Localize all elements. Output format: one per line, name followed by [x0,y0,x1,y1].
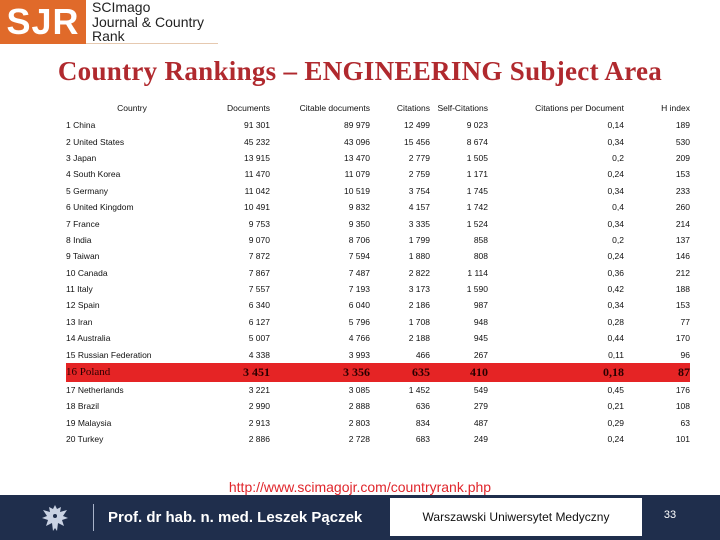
cell-citable-documents: 4 766 [348,333,370,344]
header-citations: Citations [396,103,430,113]
cell-documents: 2 990 [248,401,270,412]
cell-country: 10 Canada [66,267,108,278]
cell-documents: 3 221 [248,385,270,396]
source-url: http://www.scimagojr.com/countryrank.php [228,479,492,495]
cell-citations: 2 188 [408,333,430,344]
cell-citations-per-document: 0,44 [607,333,624,344]
cell-citable-documents: 2 888 [348,401,370,412]
cell-country: 1 China [66,120,96,131]
cell-citations: 2 822 [408,267,430,278]
cell-citable-documents: 5 796 [348,316,370,327]
cell-country: 8 India [66,234,92,245]
cell-citations: 3 754 [408,185,430,196]
cell-self-citations: 1 745 [466,185,488,196]
table-row [66,398,690,414]
cell-country: 6 United Kingdom [66,202,134,213]
cell-h-index: 214 [675,218,690,229]
cell-citable-documents: 13 470 [344,152,370,163]
cell-h-index: 153 [675,169,690,180]
cell-citable-documents: 3 356 [270,363,370,382]
table-row [66,150,690,166]
cell-citations-per-document: 0,2 [612,234,624,245]
table-row [66,232,690,248]
table-row [66,281,690,297]
cell-h-index: 189 [675,120,690,131]
cell-self-citations: 410 [430,363,488,382]
cell-documents: 9 070 [248,234,270,245]
cell-citable-documents: 89 979 [344,120,370,131]
table-row [66,297,690,313]
table-row [66,117,690,133]
cell-citable-documents: 2 728 [348,434,370,445]
cell-citable-documents: 8 706 [348,234,370,245]
cell-citable-documents: 7 594 [348,251,370,262]
cell-citations: 635 [370,363,430,382]
cell-citations-per-document: 0,24 [607,169,624,180]
cell-citable-documents: 11 079 [344,169,370,180]
cell-documents: 7 867 [248,267,270,278]
cell-documents: 9 753 [248,218,270,229]
cell-self-citations: 1 171 [466,169,488,180]
cell-country: 16 Poland [66,363,198,382]
cell-documents: 7 557 [248,284,270,295]
logo-line-3: Rank [92,28,125,44]
table-row [66,346,690,362]
cell-country: 20 Turkey [66,434,104,445]
footer-separator [93,504,94,531]
cell-citations-per-document: 0,14 [607,120,624,131]
cell-documents: 4 338 [248,349,270,360]
cell-h-index: 212 [675,267,690,278]
cell-documents: 2 913 [248,417,270,428]
cell-country: 11 Italy [66,284,93,295]
header-country: Country [117,103,147,113]
table-row [66,199,690,215]
cell-citations: 2 779 [408,152,430,163]
cell-h-index: 188 [675,284,690,295]
table-row [66,314,690,330]
cell-self-citations: 1 505 [466,152,488,163]
cell-h-index: 153 [675,300,690,311]
cell-citations: 1 880 [408,251,430,262]
cell-h-index: 233 [675,185,690,196]
cell-h-index: 176 [675,385,690,396]
cell-documents: 91 301 [244,120,270,131]
header-citations-per-document: Citations per Document [535,103,624,113]
cell-citations-per-document: 0,29 [607,417,624,428]
cell-citations-per-document: 0,4 [612,202,624,213]
cell-h-index: 96 [680,349,690,360]
cell-citable-documents: 6 040 [348,300,370,311]
cell-h-index: 101 [675,434,690,445]
table-row [66,215,690,231]
cell-citable-documents: 43 096 [344,136,370,147]
sjr-logo [0,0,218,44]
table-row [66,265,690,281]
cell-citable-documents: 7 193 [348,284,370,295]
cell-citations: 2 186 [408,300,430,311]
cell-country: 5 Germany [66,185,109,196]
cell-self-citations: 267 [473,349,488,360]
cell-citations-per-document: 0,34 [607,136,624,147]
cell-self-citations: 279 [473,401,488,412]
cell-citations-per-document: 0,11 [608,349,624,360]
cell-self-citations: 945 [473,333,488,344]
cell-h-index: 170 [675,333,690,344]
cell-citable-documents: 9 350 [348,218,370,229]
cell-documents: 10 491 [244,202,270,213]
footer-author: Prof. dr hab. n. med. Leszek Pączek [108,509,363,526]
table-row [66,382,690,398]
cell-citations: 3 173 [408,284,430,295]
cell-country: 7 France [66,218,100,229]
footer-university: Warszawski Uniwersytet Medyczny [422,510,610,524]
cell-self-citations: 1 524 [466,218,488,229]
cell-country: 18 Brazil [66,401,100,412]
cell-documents: 45 232 [244,136,270,147]
cell-country: 4 South Korea [66,169,121,180]
cell-citations: 636 [415,401,430,412]
cell-self-citations: 1 742 [466,202,488,213]
cell-citations: 12 499 [404,120,430,131]
cell-country: 14 Australia [66,333,111,344]
cell-self-citations: 1 114 [467,267,488,278]
cell-citations-per-document: 0,24 [607,251,624,262]
cell-h-index: 137 [675,234,690,245]
cell-country: 9 Taiwan [66,251,100,262]
header-self-citations: Self-Citations [437,103,488,113]
cell-citations-per-document: 0,24 [607,434,624,445]
cell-documents: 2 886 [248,434,270,445]
cell-citations: 1 452 [408,385,430,396]
cell-self-citations: 9 023 [466,120,488,131]
cell-h-index: 146 [675,251,690,262]
cell-documents: 11 470 [244,169,270,180]
cell-documents: 7 872 [248,251,270,262]
cell-citations-per-document: 0,36 [607,267,624,278]
cell-h-index: 530 [675,136,690,147]
cell-citations: 466 [415,349,430,360]
cell-citations-per-document: 0,34 [607,218,624,229]
header-citable-documents: Citable documents [299,103,370,113]
cell-citations-per-document: 0,34 [607,300,624,311]
cell-citable-documents: 9 832 [348,202,370,213]
table-header-row [66,99,690,117]
page-number: 33 [663,509,677,521]
eagle-emblem-icon [40,502,70,534]
cell-h-index: 87 [624,363,690,382]
cell-citations-per-document: 0,2 [612,152,624,163]
cell-citable-documents: 10 519 [344,185,370,196]
table-row [66,166,690,182]
logo-line-2: Journal & Country [92,13,205,30]
cell-self-citations: 987 [473,300,488,311]
cell-country: 2 United States [66,136,125,147]
cell-citable-documents: 3 993 [348,349,370,360]
cell-citations-per-document: 0,18 [488,363,624,382]
cell-self-citations: 8 674 [466,136,488,147]
cell-citations-per-document: 0,28 [607,316,624,327]
cell-citations: 4 157 [408,202,430,213]
cell-documents: 3 451 [198,363,270,382]
cell-documents: 6 127 [248,316,270,327]
cell-self-citations: 249 [473,434,488,445]
table-row [66,431,690,447]
cell-documents: 5 007 [248,333,270,344]
cell-country: 13 Iran [66,316,93,327]
cell-country: 17 Netherlands [66,385,124,396]
cell-citable-documents: 7 487 [348,267,370,278]
cell-self-citations: 487 [473,417,488,428]
cell-citable-documents: 3 085 [348,385,370,396]
table-row [66,133,690,149]
cell-citations: 15 456 [404,136,430,147]
cell-country: 15 Russian Federation [66,349,152,360]
header-h-index: H index [661,103,690,113]
cell-citations: 1 799 [408,234,430,245]
cell-h-index: 63 [680,417,690,428]
cell-citations: 2 759 [408,169,430,180]
cell-documents: 13 915 [244,152,270,163]
sjr-logo-mark: SJR [0,0,86,44]
cell-country: 19 Malaysia [66,417,112,428]
cell-citable-documents: 2 803 [348,417,370,428]
cell-h-index: 108 [675,401,690,412]
table-row [66,183,690,199]
table-row [66,330,690,346]
sjr-logo-text [86,0,218,44]
cell-self-citations: 858 [473,234,488,245]
cell-citations-per-document: 0,42 [607,284,624,295]
cell-country: 12 Spain [66,300,100,311]
cell-documents: 11 042 [244,185,270,196]
table-row [66,248,690,264]
cell-self-citations: 948 [473,316,488,327]
table-body [66,117,690,447]
cell-citations-per-document: 0,45 [607,385,624,396]
cell-citations-per-document: 0,34 [607,185,624,196]
cell-citations-per-document: 0,21 [607,401,624,412]
cell-self-citations: 1 590 [466,284,488,295]
table-row [66,415,690,431]
cell-self-citations: 549 [473,385,488,396]
logo-line-1: SCImago [92,0,151,15]
cell-citations: 834 [415,417,430,428]
header-documents: Documents [227,103,270,113]
slide-title: Country Rankings – ENGINEERING Subject Area [57,56,663,86]
table-row [66,363,690,382]
cell-documents: 6 340 [248,300,270,311]
cell-citations: 1 708 [408,316,430,327]
cell-citations: 683 [415,434,430,445]
cell-h-index: 209 [675,152,690,163]
cell-h-index: 260 [675,202,690,213]
university-box [390,498,642,536]
cell-citations: 3 335 [408,218,430,229]
cell-h-index: 77 [680,316,690,327]
cell-self-citations: 808 [473,251,488,262]
footer-bar [0,495,720,540]
country-rankings-table [66,99,690,447]
cell-country: 3 Japan [66,152,97,163]
